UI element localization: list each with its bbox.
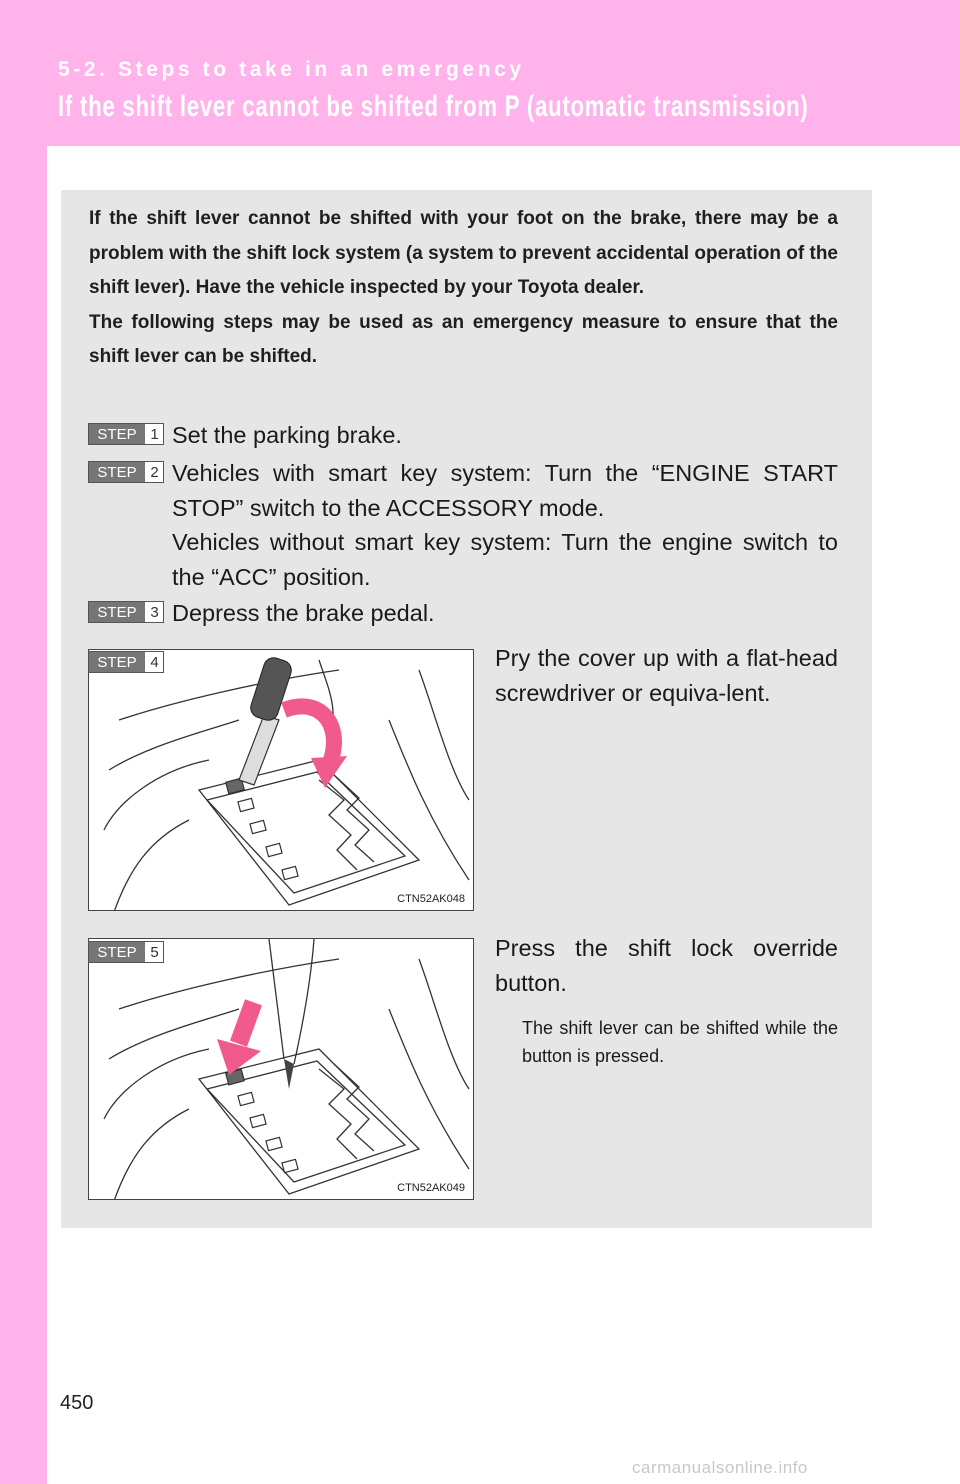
section-label: 5-2. Steps to take in an emergency — [58, 58, 525, 81]
step-1-text — [172, 418, 838, 453]
step-4-figure — [88, 649, 474, 911]
page-header — [0, 0, 960, 146]
step-4-badge — [88, 651, 164, 673]
step-badge-number: 3 — [150, 604, 159, 621]
intro-text — [89, 202, 838, 375]
step-2-instruction-alt: Vehicles without smart key system: Turn the engine switch to the “ACC” position. — [172, 529, 838, 590]
figure-code: CTN52AK049 — [397, 1182, 465, 1194]
step-5-figure — [88, 938, 474, 1200]
intro-paragraph-1: If the shift lever cannot be shifted with your foot on the brake, there may be a problem with the shift lock system (a system to prevent accidental operation of the shift lever). Have the vehicle inspected by your Toyota dealer. — [89, 208, 838, 298]
step-5-badge — [88, 941, 164, 963]
step-2-text — [172, 456, 838, 594]
step-badge-label: STEP — [89, 652, 145, 672]
step-4-text: Pry the cover up with a flat-head screwdriver or equiva-lent. — [495, 645, 838, 706]
shift-lever-cover-illustration — [89, 650, 474, 911]
step-3-instruction: Depress the brake pedal. — [172, 600, 435, 626]
step-1-badge — [88, 423, 164, 445]
step-badge-label: STEP — [89, 942, 145, 962]
watermark: carmanualsonline.info — [632, 1458, 808, 1477]
page-title: If the shift lever cannot be shifted from P (automatic transmission) — [58, 90, 809, 123]
step-2-instruction: Vehicles with smart key system: Turn the “ENGINE START STOP” switch to the ACCESSORY mode. — [172, 460, 838, 521]
page-side-strip — [0, 0, 47, 1484]
step-badge-label: STEP — [89, 602, 145, 622]
step-5-note: The shift lever can be shifted while the button is pressed. — [522, 1018, 838, 1066]
step-badge-number: 2 — [150, 464, 159, 481]
step-2-badge — [88, 461, 164, 483]
step-3-badge — [88, 601, 164, 623]
shift-lock-override-illustration — [89, 939, 474, 1200]
step-badge-number: 1 — [150, 426, 159, 443]
step-3-text — [172, 596, 838, 631]
step-badge-number: 4 — [150, 654, 159, 671]
figure-code: CTN52AK048 — [397, 893, 465, 905]
step-5-text: Press the shift lock override button. — [495, 935, 838, 996]
step-badge-label: STEP — [89, 424, 145, 444]
step-badge-number: 5 — [150, 944, 159, 961]
step-badge-label: STEP — [89, 462, 145, 482]
intro-paragraph-2: The following steps may be used as an emergency measure to ensure that the shift lever can be shifted. — [89, 311, 838, 367]
step-1-instruction: Set the parking brake. — [172, 422, 402, 448]
page-number: 450 — [60, 1392, 94, 1414]
